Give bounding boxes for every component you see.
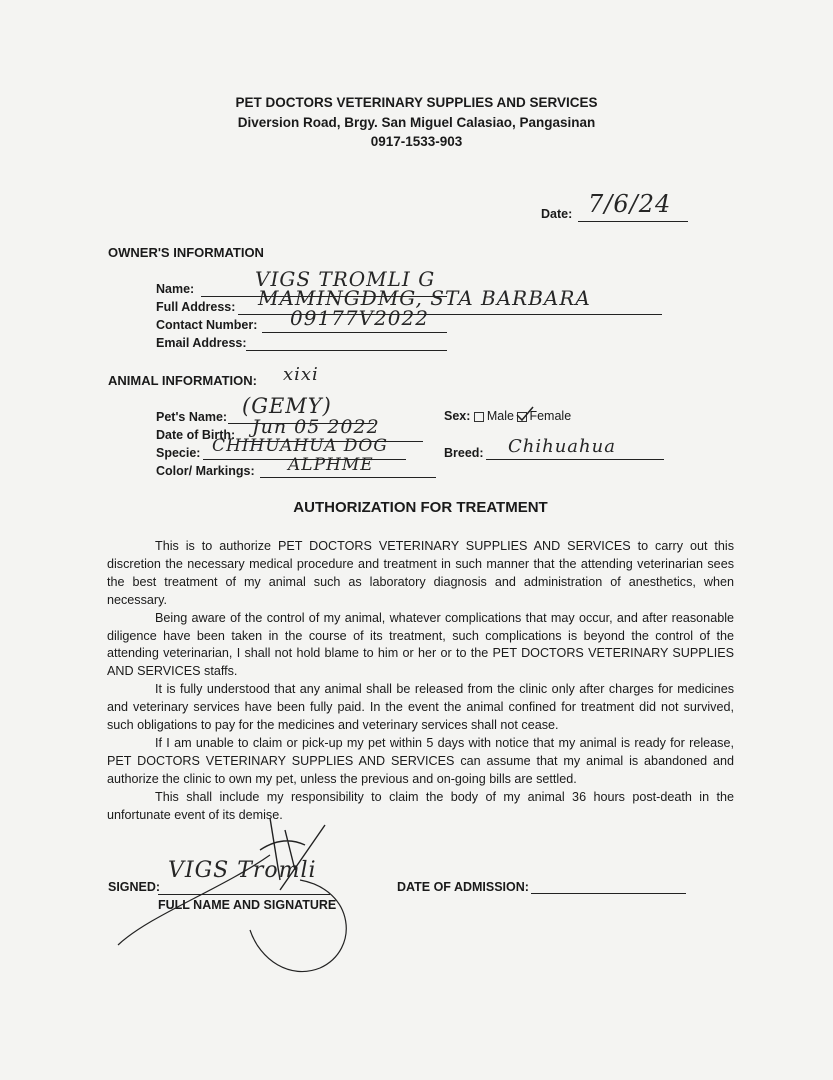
clinic-name: PET DOCTORS VETERINARY SUPPLIES AND SERVICES (235, 95, 598, 110)
animal-heading: ANIMAL INFORMATION: (108, 373, 257, 388)
paragraph-4: If I am unable to claim or pick-up my pet within 5 days with notice that my animal is ready for release, PET DOCTORS VETERINARY SUPPLIES AND SERVICES can assume that my animal is abandoned and authorize the clinic to own my pet, unless the previous and on-going bills are settled. (107, 735, 734, 786)
owner-heading: OWNER'S INFORMATION (108, 245, 264, 260)
owner-contact-label: Contact Number: (156, 318, 258, 332)
signature-scribble (110, 810, 370, 985)
owner-contact-value: 09177V2022 (290, 306, 429, 330)
paragraph-5: This shall include my responsibility to claim the body of my animal 36 hours post-death in the unfortunate event of its demise. (107, 789, 734, 822)
dob-value: Jun 05 2022 (252, 416, 380, 438)
sex-male-checkbox[interactable] (474, 412, 484, 422)
sex-female-label: Female (529, 409, 572, 423)
animal-heading-note: xixi (283, 364, 319, 385)
date-value: 7/6/24 (588, 190, 672, 218)
paragraph-3: It is fully understood that any animal shall be released from the clinic only after charges for medicines and veterinary services have been fully paid. In the event the animal confined for treatment did not survived, such obligations to pay for the medicines and veterinary services shall not cease. (107, 682, 734, 733)
color-line (260, 477, 436, 478)
owner-email-label: Email Address: (156, 336, 247, 350)
breed-value: Chihuahua (508, 436, 616, 457)
sex-male-label: Male (486, 409, 514, 423)
date-label: Date: (541, 207, 573, 221)
breed-line (486, 459, 664, 460)
color-value: ALPHME (288, 455, 374, 475)
dob-label: Date of Birth: (156, 428, 236, 442)
admission-line (531, 893, 686, 894)
paragraph-2: Being aware of the control of my animal, whatever complications that may occur, and after reasonable diligence have been taken in the course of its treatment, such complications is beyond the control of the attending veterinarian, I shall not hold blame to him or her or to the PET DOCTORS VETERINARY SUPPLIES AND SERVICES staffs. (107, 610, 734, 679)
signed-label: SIGNED: (108, 880, 161, 894)
owner-address-label: Full Address: (156, 300, 236, 314)
pet-name-value: (GEMY) (242, 394, 332, 418)
owner-name-label: Name: (156, 282, 195, 296)
sex-female-checkbox[interactable] (517, 412, 527, 422)
species-value: CHIHUAHUA DOG (212, 436, 388, 456)
sex-field (444, 409, 571, 423)
owner-contact-line (262, 332, 447, 333)
owner-address-value: MAMINGDMG, STA BARBARA (258, 286, 591, 310)
breed-label: Breed: (444, 446, 484, 460)
owner-email-line (246, 350, 447, 351)
owner-name-value: VIGS TROMLI G (255, 267, 436, 291)
sex-label: Sex: (444, 409, 471, 423)
authorization-title: AUTHORIZATION FOR TREATMENT (293, 499, 548, 516)
clinic-phone: 0917-1533-903 (370, 134, 463, 149)
admission-label: DATE OF ADMISSION: (397, 880, 529, 894)
color-label: Color/ Markings: (156, 464, 255, 478)
date-line (578, 221, 688, 222)
authorization-body (107, 538, 734, 825)
paragraph-1: This is to authorize PET DOCTORS VETERINARY SUPPLIES AND SERVICES to carry out this discretion the necessary medical procedure and treatment in such manner that the attending veterinarian sees the best treatment of my animal such as laboratory diagnosis and administration of anesthetics, when necessary. (107, 539, 734, 607)
signed-value: VIGS Tromli (168, 858, 317, 883)
pet-name-label: Pet's Name: (156, 410, 228, 424)
full-name-signature-label: FULL NAME AND SIGNATURE (158, 898, 337, 912)
species-label: Specie: (156, 446, 201, 460)
clinic-address: Diversion Road, Brgy. San Miguel Calasiao, Pangasinan (237, 115, 596, 130)
checkmark-icon (516, 406, 534, 422)
